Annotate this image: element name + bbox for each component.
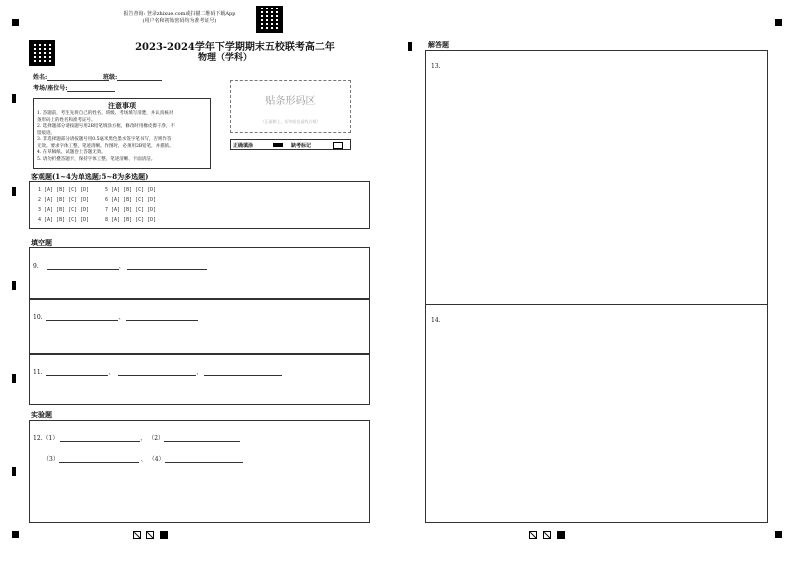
filled-box-icon	[273, 143, 283, 147]
choice-row[interactable]: 7 [A] [B] [C] [D]	[105, 207, 157, 213]
fill-box-9[interactable]: 9. 、	[29, 247, 370, 299]
objective-heading: 客观题(1~4为单选题;5~8为多选题)	[31, 172, 149, 181]
choice-column-right[interactable]	[105, 185, 156, 225]
choice-row[interactable]: 3 [A] [B] [C] [D]	[38, 207, 90, 213]
fill-box-11[interactable]: 11. 、 、	[29, 354, 370, 405]
corner-mark	[12, 19, 19, 26]
sheet-qr-code	[29, 40, 55, 66]
timing-mark	[12, 94, 16, 103]
class-field[interactable]: 班级:	[103, 72, 162, 81]
missing-mark-label: 缺考标记	[291, 143, 312, 149]
correct-fill-label: 正确填涂	[233, 143, 254, 149]
answer-box-14[interactable]	[425, 304, 768, 523]
missing-mark-box[interactable]	[333, 142, 343, 149]
page-mark	[133, 531, 141, 539]
page-title: 2023-2024学年下学期期末五校联考高二年	[135, 42, 335, 53]
choice-row[interactable]: 5 [A] [B] [C] [D]	[105, 187, 157, 193]
question-number: 11.	[33, 369, 43, 376]
page-mark	[160, 531, 168, 539]
answer-box-13[interactable]	[425, 50, 768, 305]
timing-mark	[12, 467, 16, 476]
notice-text: 1. 答题前，考生先将自己的姓名、班级、考场填写清楚，并认真核对 条形码上的姓名和准考证号。 2. 选择题部分请按题号用2B铅笔填涂方框，修改时用橡皮擦干净，不 留痕迹。 3. 非选择题部分请按题号用0.5毫米黑色墨水签字笔书写，否则作答 无效。要求字体工整、笔迹清晰。作图时，必须用2B铅笔，并描浓。 4. 在草稿纸、试题卷上答题无效。 5. 请勿折叠答题卡，保持字体工整、笔迹清晰、卡面清洁。	[37, 111, 175, 162]
corner-mark	[12, 531, 19, 538]
experiment-heading: 实验题	[31, 410, 52, 419]
choice-row[interactable]: 6 [A] [B] [C] [D]	[105, 197, 157, 203]
app-qr-code	[256, 6, 283, 33]
question-number: 10.	[33, 314, 43, 321]
question-number: 12.	[33, 435, 43, 442]
page-mark	[529, 531, 537, 539]
choice-row[interactable]: 1 [A] [B] [C] [D]	[38, 187, 90, 193]
page-mark	[557, 531, 565, 539]
choice-column-left[interactable]	[38, 185, 89, 225]
experiment-box[interactable]: 12.（1） 、 （2） （3） 、 （4）	[29, 420, 370, 523]
fill-box-10[interactable]: 10. 、	[29, 299, 370, 354]
question-number: 9.	[33, 263, 39, 270]
page-mark	[146, 531, 154, 539]
corner-mark	[775, 19, 782, 26]
choice-row[interactable]: 8 [A] [B] [C] [D]	[105, 217, 157, 223]
page-subtitle: 物理（学科）	[197, 53, 252, 63]
choice-row[interactable]: 4 [A] [B] [C] [D]	[38, 217, 90, 223]
barcode-area	[230, 80, 351, 133]
choice-row[interactable]: 2 [A] [B] [C] [D]	[38, 197, 90, 203]
name-field[interactable]: 姓名:	[33, 72, 109, 81]
question-number: 13.	[431, 63, 441, 70]
corner-mark	[775, 531, 782, 538]
objective-box	[29, 181, 370, 229]
report-notice: 报告查询: 登录zhixue.com或扫描二维码下载App (用户名和初始密码均为准考证号)	[123, 11, 236, 24]
question-number: 14.	[431, 317, 441, 324]
seat-field[interactable]: 考场/座位号:	[33, 83, 115, 92]
answer-heading: 解答题	[428, 40, 449, 49]
barcode-label: 贴条形码区	[265, 96, 316, 107]
notice-box	[33, 98, 211, 169]
timing-mark	[408, 42, 412, 51]
timing-mark	[12, 374, 16, 383]
fill-heading: 填空题	[31, 238, 52, 247]
fill-legend	[230, 139, 351, 150]
timing-mark	[12, 187, 16, 196]
timing-mark	[12, 281, 16, 290]
notice-title: 注意事项	[108, 101, 136, 110]
page-mark	[543, 531, 551, 539]
barcode-note: （正面朝上，切勿贴出虚线方框）	[260, 119, 321, 124]
